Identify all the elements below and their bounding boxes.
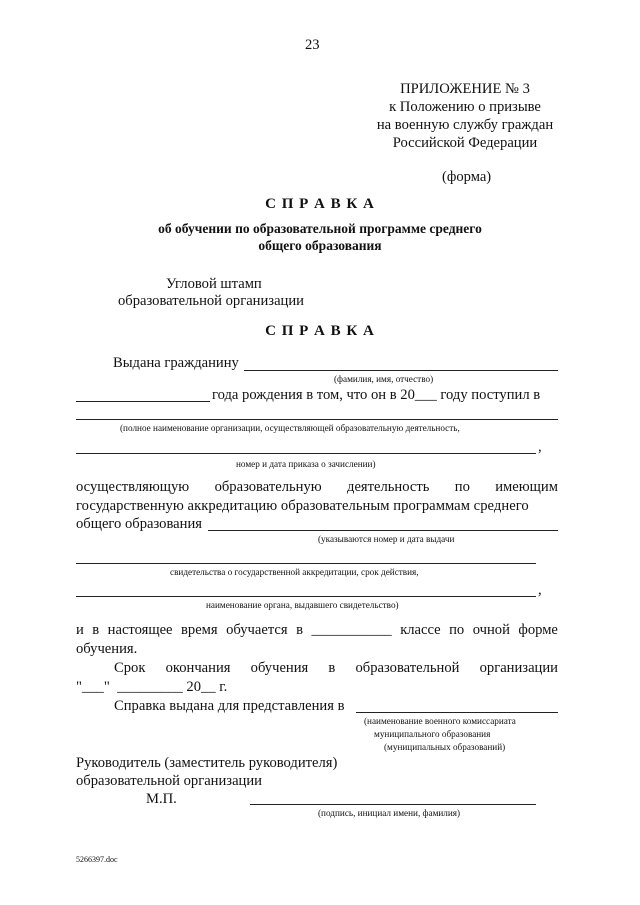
caption-cert3: наименование органа, выдавшего свидетельство) bbox=[206, 600, 399, 610]
page-number: 23 bbox=[305, 37, 320, 53]
para-word: деятельность bbox=[347, 479, 430, 495]
inner-heading: С П Р А В К А bbox=[265, 323, 375, 339]
document-heading: С П Р А В К А bbox=[265, 196, 375, 212]
para-word: образовательную bbox=[214, 479, 322, 495]
study-word: по bbox=[449, 622, 465, 638]
accreditation-line[interactable] bbox=[208, 530, 558, 531]
study-word: настоящее bbox=[107, 622, 173, 638]
authority-line[interactable] bbox=[76, 596, 536, 597]
date-line[interactable]: "___" _________ 20__ г. bbox=[76, 679, 228, 695]
term-word: образовательной bbox=[355, 660, 460, 676]
issued-for-label: Справка выдана для представления в bbox=[114, 698, 345, 714]
order-line[interactable] bbox=[76, 453, 536, 454]
caption-cert2: свидетельства о государственной аккредитации, срок действия, bbox=[170, 567, 419, 577]
study-word: в bbox=[296, 622, 303, 638]
study-word: в bbox=[92, 622, 100, 638]
appendix-line3: Российской Федерации bbox=[392, 135, 538, 151]
study-word: форме bbox=[518, 622, 558, 638]
term-word: в bbox=[328, 660, 336, 676]
para-word: по bbox=[454, 479, 470, 495]
study-word: время bbox=[181, 622, 218, 638]
study-word: и bbox=[76, 622, 84, 638]
form-label: (форма) bbox=[442, 169, 492, 185]
study-word: очной bbox=[472, 622, 510, 638]
paragraph-line3: общего образования bbox=[76, 516, 202, 532]
appendix-line1: к Положению о призыве bbox=[389, 99, 541, 115]
accreditation-line2[interactable] bbox=[76, 563, 536, 564]
study-line1 bbox=[76, 621, 558, 639]
caption-mil1: (наименование военного комиссариата bbox=[364, 716, 516, 726]
organization-line[interactable] bbox=[76, 419, 558, 420]
fio-line[interactable] bbox=[244, 370, 558, 371]
issued-to-label: Выдана гражданину bbox=[113, 355, 239, 371]
appendix-line2: на военную службу граждан bbox=[376, 117, 554, 133]
caption-mil2: муниципального образования bbox=[374, 729, 491, 739]
caption-signature: (подпись, инициал имени, фамилия) bbox=[318, 808, 461, 818]
birth-text: года рождения в том, что он в 20___ году поступил в bbox=[212, 387, 541, 403]
term-word: обучения bbox=[250, 660, 309, 676]
caption-mil3: (муниципальных образований) bbox=[384, 742, 506, 752]
footer-doc-id: 5266397.doc bbox=[76, 855, 118, 864]
para-word: имеющим bbox=[495, 479, 558, 495]
study-word: обучается bbox=[226, 622, 288, 638]
appendix-title: ПРИЛОЖЕНИЕ № 3 bbox=[400, 81, 530, 97]
signature-line[interactable] bbox=[250, 804, 536, 805]
head-line1: Руководитель (заместитель руководителя) bbox=[76, 755, 338, 771]
commissariat-line[interactable] bbox=[356, 712, 558, 713]
subheading-line1: об обучении по образовательной программе среднего bbox=[158, 221, 482, 236]
stamp-line2: образовательной организации bbox=[118, 293, 304, 309]
class-field[interactable]: ___________ bbox=[311, 622, 392, 638]
paragraph-line2: государственную аккредитацию образовательным программам среднего bbox=[76, 498, 529, 514]
authority-comma: , bbox=[538, 582, 542, 598]
study-line2: обучения. bbox=[76, 641, 138, 657]
caption-cert1: (указываются номер и дата выдачи bbox=[318, 534, 455, 544]
order-comma: , bbox=[538, 439, 542, 455]
term-word: окончания bbox=[165, 660, 231, 676]
subheading-line2: общего образования bbox=[258, 238, 382, 253]
caption-order: номер и дата приказа о зачислении) bbox=[236, 459, 376, 469]
study-word: классе bbox=[400, 622, 441, 638]
stamp-line1: Угловой штамп bbox=[166, 276, 262, 292]
caption-organization: (полное наименование организации, осуществляющей образовательную деятельность, bbox=[120, 423, 460, 433]
seal-label: М.П. bbox=[146, 791, 177, 807]
term-line bbox=[114, 659, 558, 677]
paragraph-line1 bbox=[76, 478, 558, 496]
para-word: осуществляющую bbox=[76, 479, 190, 495]
caption-fio: (фамилия, имя, отчество) bbox=[334, 374, 434, 384]
head-line2: образовательной организации bbox=[76, 773, 262, 789]
term-word: организации bbox=[479, 660, 558, 676]
birth-year-line[interactable] bbox=[76, 401, 210, 402]
term-word: Срок bbox=[114, 660, 146, 676]
